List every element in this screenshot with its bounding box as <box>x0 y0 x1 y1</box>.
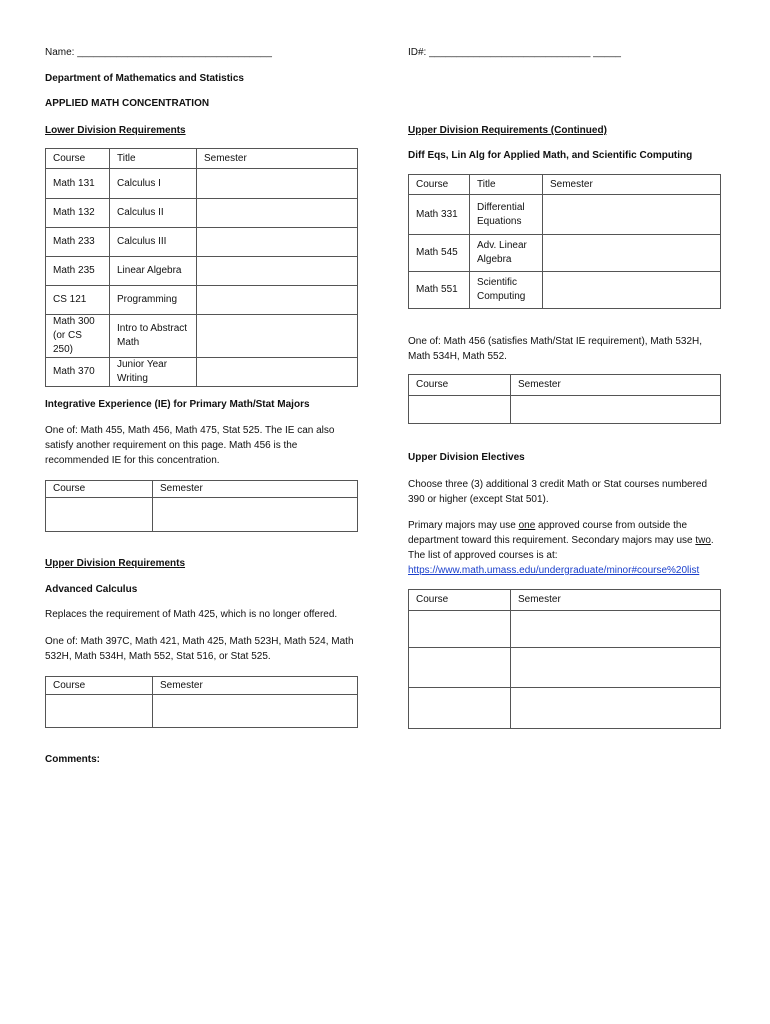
semester-cell[interactable] <box>197 257 358 286</box>
table-header-row <box>409 375 721 396</box>
course-cell: Math 235 <box>46 257 110 286</box>
approved-courses-link[interactable]: https://www.math.umass.edu/undergraduate/minor#course%20list <box>408 565 700 576</box>
course-cell: Math 545 <box>409 235 470 272</box>
column-header: Semester <box>511 590 721 611</box>
title-cell: Adv. Linear Algebra <box>470 235 543 272</box>
course-cell: Math 331 <box>409 195 470 235</box>
course-cell[interactable] <box>409 396 511 424</box>
title-cell: Calculus II <box>110 199 197 228</box>
column-header: Title <box>470 175 543 195</box>
title-cell: Intro to Abstract Math <box>110 315 197 358</box>
course-cell: Math 551 <box>409 272 470 309</box>
semester-cell[interactable] <box>153 695 358 728</box>
electives-table <box>408 589 721 729</box>
ie-description: One of: Math 455, Math 456, Math 475, Stat 525. The IE can also satisfy another requirement on this page. Math 456 is the recommended IE for this concentration. <box>45 425 335 466</box>
table-row <box>46 199 358 228</box>
title-cell: Differential Equations <box>470 195 543 235</box>
column-header: Course <box>409 175 470 195</box>
table-row <box>46 228 358 257</box>
semester-cell[interactable] <box>511 611 721 648</box>
course-cell: CS 121 <box>46 286 110 315</box>
course-cell: Math 233 <box>46 228 110 257</box>
column-header: Semester <box>543 175 721 195</box>
table-header-row <box>46 481 358 498</box>
column-header: Course <box>46 481 153 498</box>
semester-cell[interactable] <box>543 195 721 235</box>
semester-cell[interactable] <box>197 169 358 199</box>
department-title: Department of Mathematics and Statistics <box>45 73 244 84</box>
table-row <box>409 396 721 424</box>
name-field-label[interactable]: Name: ___________________________________ <box>45 47 272 58</box>
upper-continued-table <box>408 174 721 309</box>
course-cell[interactable] <box>409 611 511 648</box>
one-of-table <box>408 374 721 424</box>
comments-label: Comments: <box>45 754 101 765</box>
one-of-text: One of: Math 456 (satisfies Math/Stat IE requirement), Math 532H, Math 534H, Math 552. <box>408 336 703 362</box>
column-header: Course <box>46 149 110 169</box>
upper-division-heading: Upper Division Requirements <box>45 558 186 569</box>
electives-heading: Upper Division Electives <box>408 452 525 463</box>
course-cell[interactable] <box>46 695 153 728</box>
advanced-calculus-note: Replaces the requirement of Math 425, which is no longer offered. <box>45 609 338 620</box>
column-header: Semester <box>153 677 358 695</box>
column-header: Semester <box>197 149 358 169</box>
table-row <box>46 315 358 358</box>
electives-policy <box>408 518 723 578</box>
table-header-row <box>409 175 721 195</box>
policy-text: Primary majors may use <box>408 520 519 531</box>
column-header: Title <box>110 149 197 169</box>
table-header-row <box>46 677 358 695</box>
id-field-label[interactable]: ID#: _____________________________ _____ <box>408 47 621 58</box>
table-row <box>46 358 358 387</box>
semester-cell[interactable] <box>543 272 721 309</box>
table-row <box>409 611 721 648</box>
lower-division-heading: Lower Division Requirements <box>45 125 186 136</box>
column-header: Course <box>409 590 511 611</box>
table-row <box>46 169 358 199</box>
semester-cell[interactable] <box>153 498 358 532</box>
upper-continued-heading: Upper Division Requirements (Continued) <box>408 125 607 136</box>
title-cell: Programming <box>110 286 197 315</box>
policy-text: approved course from outside the department toward this requirement. Secondary majors may use <box>408 520 696 546</box>
title-cell: Scientific Computing <box>470 272 543 309</box>
title-cell: Calculus I <box>110 169 197 199</box>
title-cell: Calculus III <box>110 228 197 257</box>
electives-description: Choose three (3) additional 3 credit Math or Stat courses numbered 390 or higher (except Stat 501). <box>408 479 708 505</box>
advanced-calculus-options: One of: Math 397C, Math 421, Math 425, Math 523H, Math 524, Math 532H, Math 534H, Math 552, Stat 516, or Stat 525. <box>45 636 354 662</box>
table-header-row <box>409 590 721 611</box>
course-cell[interactable] <box>409 688 511 729</box>
table-header-row <box>46 149 358 169</box>
table-row <box>409 272 721 309</box>
semester-cell[interactable] <box>543 235 721 272</box>
column-header: Semester <box>511 375 721 396</box>
semester-cell[interactable] <box>197 315 358 358</box>
table-row <box>46 498 358 532</box>
course-cell[interactable] <box>46 498 153 532</box>
table-row <box>409 195 721 235</box>
concentration-title: APPLIED MATH CONCENTRATION <box>45 98 210 109</box>
table-row <box>409 688 721 729</box>
advanced-calculus-table <box>45 676 358 728</box>
semester-cell[interactable] <box>511 396 721 424</box>
column-header: Course <box>46 677 153 695</box>
course-cell: Math 132 <box>46 199 110 228</box>
course-cell: Math 370 <box>46 358 110 387</box>
ie-table <box>45 480 358 532</box>
semester-cell[interactable] <box>197 358 358 387</box>
column-header: Semester <box>153 481 358 498</box>
table-row <box>46 286 358 315</box>
table-row <box>409 648 721 688</box>
course-cell: Math 300 (or CS 250) <box>46 315 110 358</box>
semester-cell[interactable] <box>511 688 721 729</box>
table-row <box>46 695 358 728</box>
semester-cell[interactable] <box>197 228 358 257</box>
table-row <box>409 235 721 272</box>
upper-continued-subheading: Diff Eqs, Lin Alg for Applied Math, and Scientific Computing <box>408 150 693 161</box>
advanced-calculus-heading: Advanced Calculus <box>45 584 138 595</box>
ie-heading: Integrative Experience (IE) for Primary Math/Stat Majors <box>45 399 310 410</box>
semester-cell[interactable] <box>511 648 721 688</box>
course-cell[interactable] <box>409 648 511 688</box>
title-cell: Linear Algebra <box>110 257 197 286</box>
column-header: Course <box>409 375 511 396</box>
semester-cell[interactable] <box>197 286 358 315</box>
policy-emphasis-two: two <box>695 535 711 546</box>
lower-division-table <box>45 148 358 387</box>
policy-emphasis-one: one <box>518 520 536 531</box>
table-row <box>46 257 358 286</box>
course-cell: Math 131 <box>46 169 110 199</box>
policy-text: . The list of approved courses is at: <box>408 535 714 561</box>
title-cell: Junior Year Writing <box>110 358 197 387</box>
semester-cell[interactable] <box>197 199 358 228</box>
